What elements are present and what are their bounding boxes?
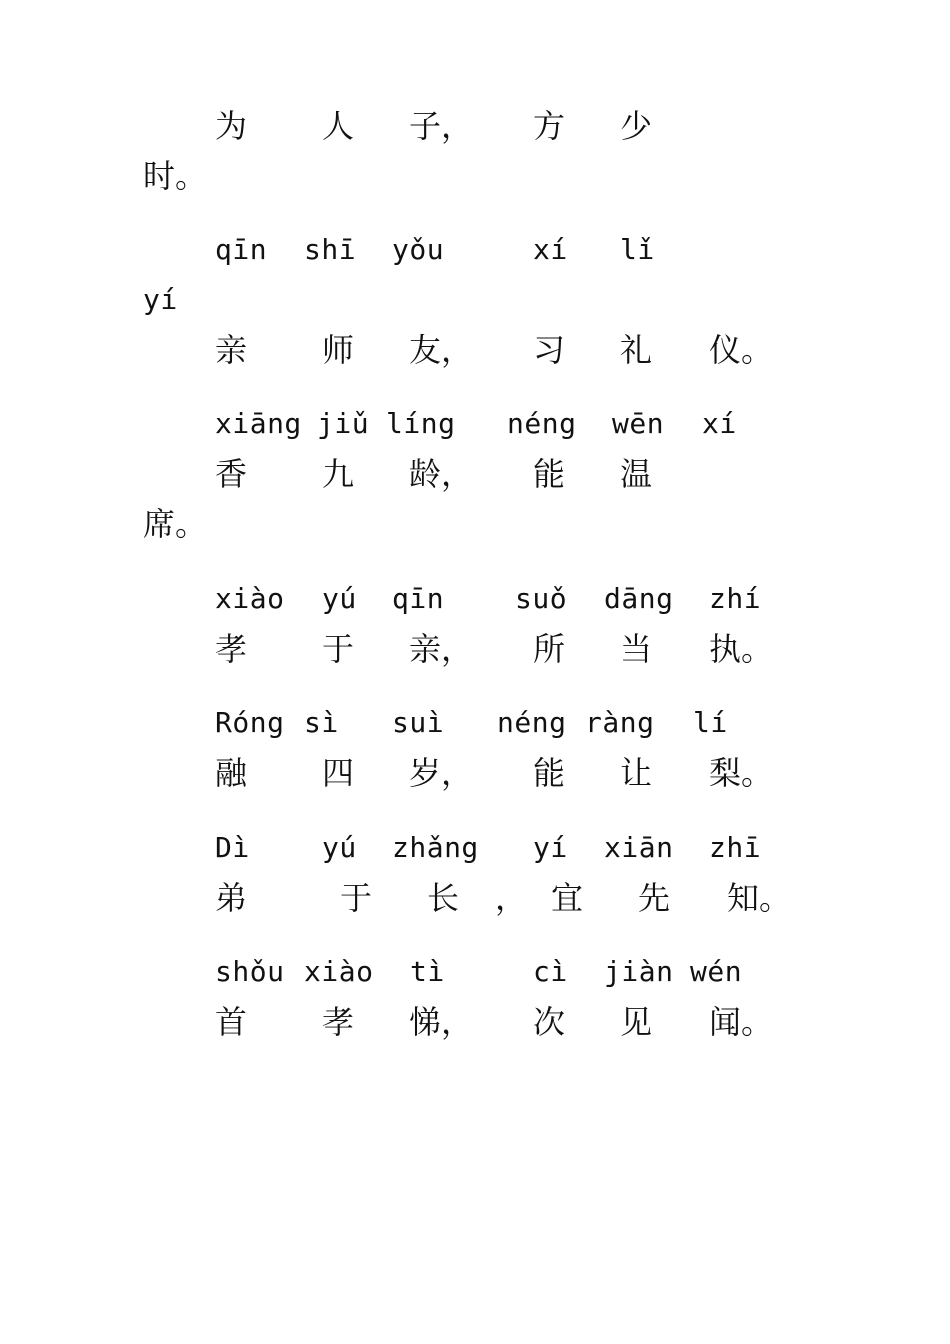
hanzi-char: 师: [322, 331, 355, 369]
hanzi-char: 亲，: [409, 630, 474, 668]
hanzi-punct: ，: [495, 879, 528, 917]
hanzi-char: 所: [533, 630, 566, 668]
pinyin-syllable: suǒ: [515, 582, 568, 615]
hanzi-char: 首: [215, 1003, 248, 1041]
pinyin-overflow: yí: [143, 283, 178, 316]
hanzi-overflow: 席。: [143, 505, 208, 543]
hanzi-overflow: 时。: [143, 157, 208, 195]
hanzi-char: 龄，: [409, 455, 474, 493]
hanzi-char: 梨。: [709, 754, 774, 792]
pinyin-syllable: yú: [322, 831, 357, 864]
hanzi-char: 见: [620, 1003, 653, 1041]
pinyin-syllable: zhí: [709, 582, 762, 615]
pinyin-syllable: jiǔ: [317, 407, 370, 440]
hanzi-char: 温: [620, 455, 653, 493]
hanzi-char: 友，: [409, 331, 474, 369]
hanzi-char: 子，: [409, 107, 474, 145]
hanzi-char: 宜: [551, 879, 584, 917]
hanzi-char: 习: [533, 331, 566, 369]
hanzi-char: 融: [215, 754, 248, 792]
hanzi-char: 知。: [727, 879, 792, 917]
hanzi-char: 次: [533, 1003, 566, 1041]
hanzi-char: 仪。: [709, 331, 774, 369]
hanzi-char: 方: [533, 107, 566, 145]
hanzi-char: 亲: [215, 331, 248, 369]
hanzi-char: 于: [322, 630, 355, 668]
pinyin-syllable: xí: [702, 407, 737, 440]
pinyin-syllable: néng: [507, 407, 577, 440]
hanzi-char: 弟: [215, 879, 248, 917]
pinyin-syllable: Róng: [215, 706, 285, 739]
pinyin-syllable: néng: [497, 706, 567, 739]
pinyin-syllable: qīn: [392, 582, 445, 615]
pinyin-syllable: shī: [304, 233, 357, 266]
hanzi-char: 让: [620, 754, 653, 792]
pinyin-syllable: tì: [410, 955, 445, 988]
pinyin-syllable: yú: [322, 582, 357, 615]
pinyin-syllable: xiào: [215, 582, 285, 615]
pinyin-syllable: zhī: [709, 831, 762, 864]
hanzi-char: 四: [322, 754, 355, 792]
hanzi-char: 岁，: [409, 754, 474, 792]
hanzi-char: 先: [638, 879, 671, 917]
pinyin-syllable: yí: [533, 831, 568, 864]
hanzi-char: 当: [620, 630, 653, 668]
hanzi-char: 执。: [709, 630, 774, 668]
hanzi-char: 为: [215, 107, 248, 145]
pinyin-syllable: xiào: [304, 955, 374, 988]
hanzi-char: 于: [340, 879, 373, 917]
hanzi-char: 少: [620, 107, 653, 145]
hanzi-char: 悌，: [409, 1003, 474, 1041]
pinyin-syllable: qīn: [215, 233, 268, 266]
hanzi-char: 长: [427, 879, 460, 917]
hanzi-char: 能: [533, 455, 566, 493]
pinyin-syllable: líng: [386, 407, 456, 440]
pinyin-syllable: dāng: [604, 582, 674, 615]
pinyin-syllable: wēn: [612, 407, 665, 440]
hanzi-char: 孝: [322, 1003, 355, 1041]
hanzi-char: 闻。: [709, 1003, 774, 1041]
pinyin-syllable: jiàn: [604, 955, 674, 988]
pinyin-syllable: lí: [693, 706, 728, 739]
pinyin-syllable: xí: [533, 233, 568, 266]
hanzi-char: 礼: [620, 331, 653, 369]
pinyin-syllable: zhǎng: [392, 831, 479, 864]
pinyin-syllable: sì: [304, 706, 339, 739]
hanzi-char: 香: [215, 455, 248, 493]
pinyin-syllable: xiān: [604, 831, 674, 864]
hanzi-char: 九: [322, 455, 355, 493]
pinyin-syllable: wén: [690, 955, 743, 988]
pinyin-syllable: Dì: [215, 831, 250, 864]
hanzi-char: 人: [322, 107, 355, 145]
pinyin-syllable: suì: [392, 706, 445, 739]
pinyin-syllable: ràng: [585, 706, 655, 739]
pinyin-syllable: lǐ: [620, 233, 655, 266]
pinyin-syllable: xiāng: [215, 407, 302, 440]
pinyin-syllable: cì: [533, 955, 568, 988]
pinyin-syllable: yǒu: [392, 233, 445, 266]
hanzi-char: 孝: [215, 630, 248, 668]
pinyin-syllable: shǒu: [215, 955, 285, 988]
hanzi-char: 能: [533, 754, 566, 792]
